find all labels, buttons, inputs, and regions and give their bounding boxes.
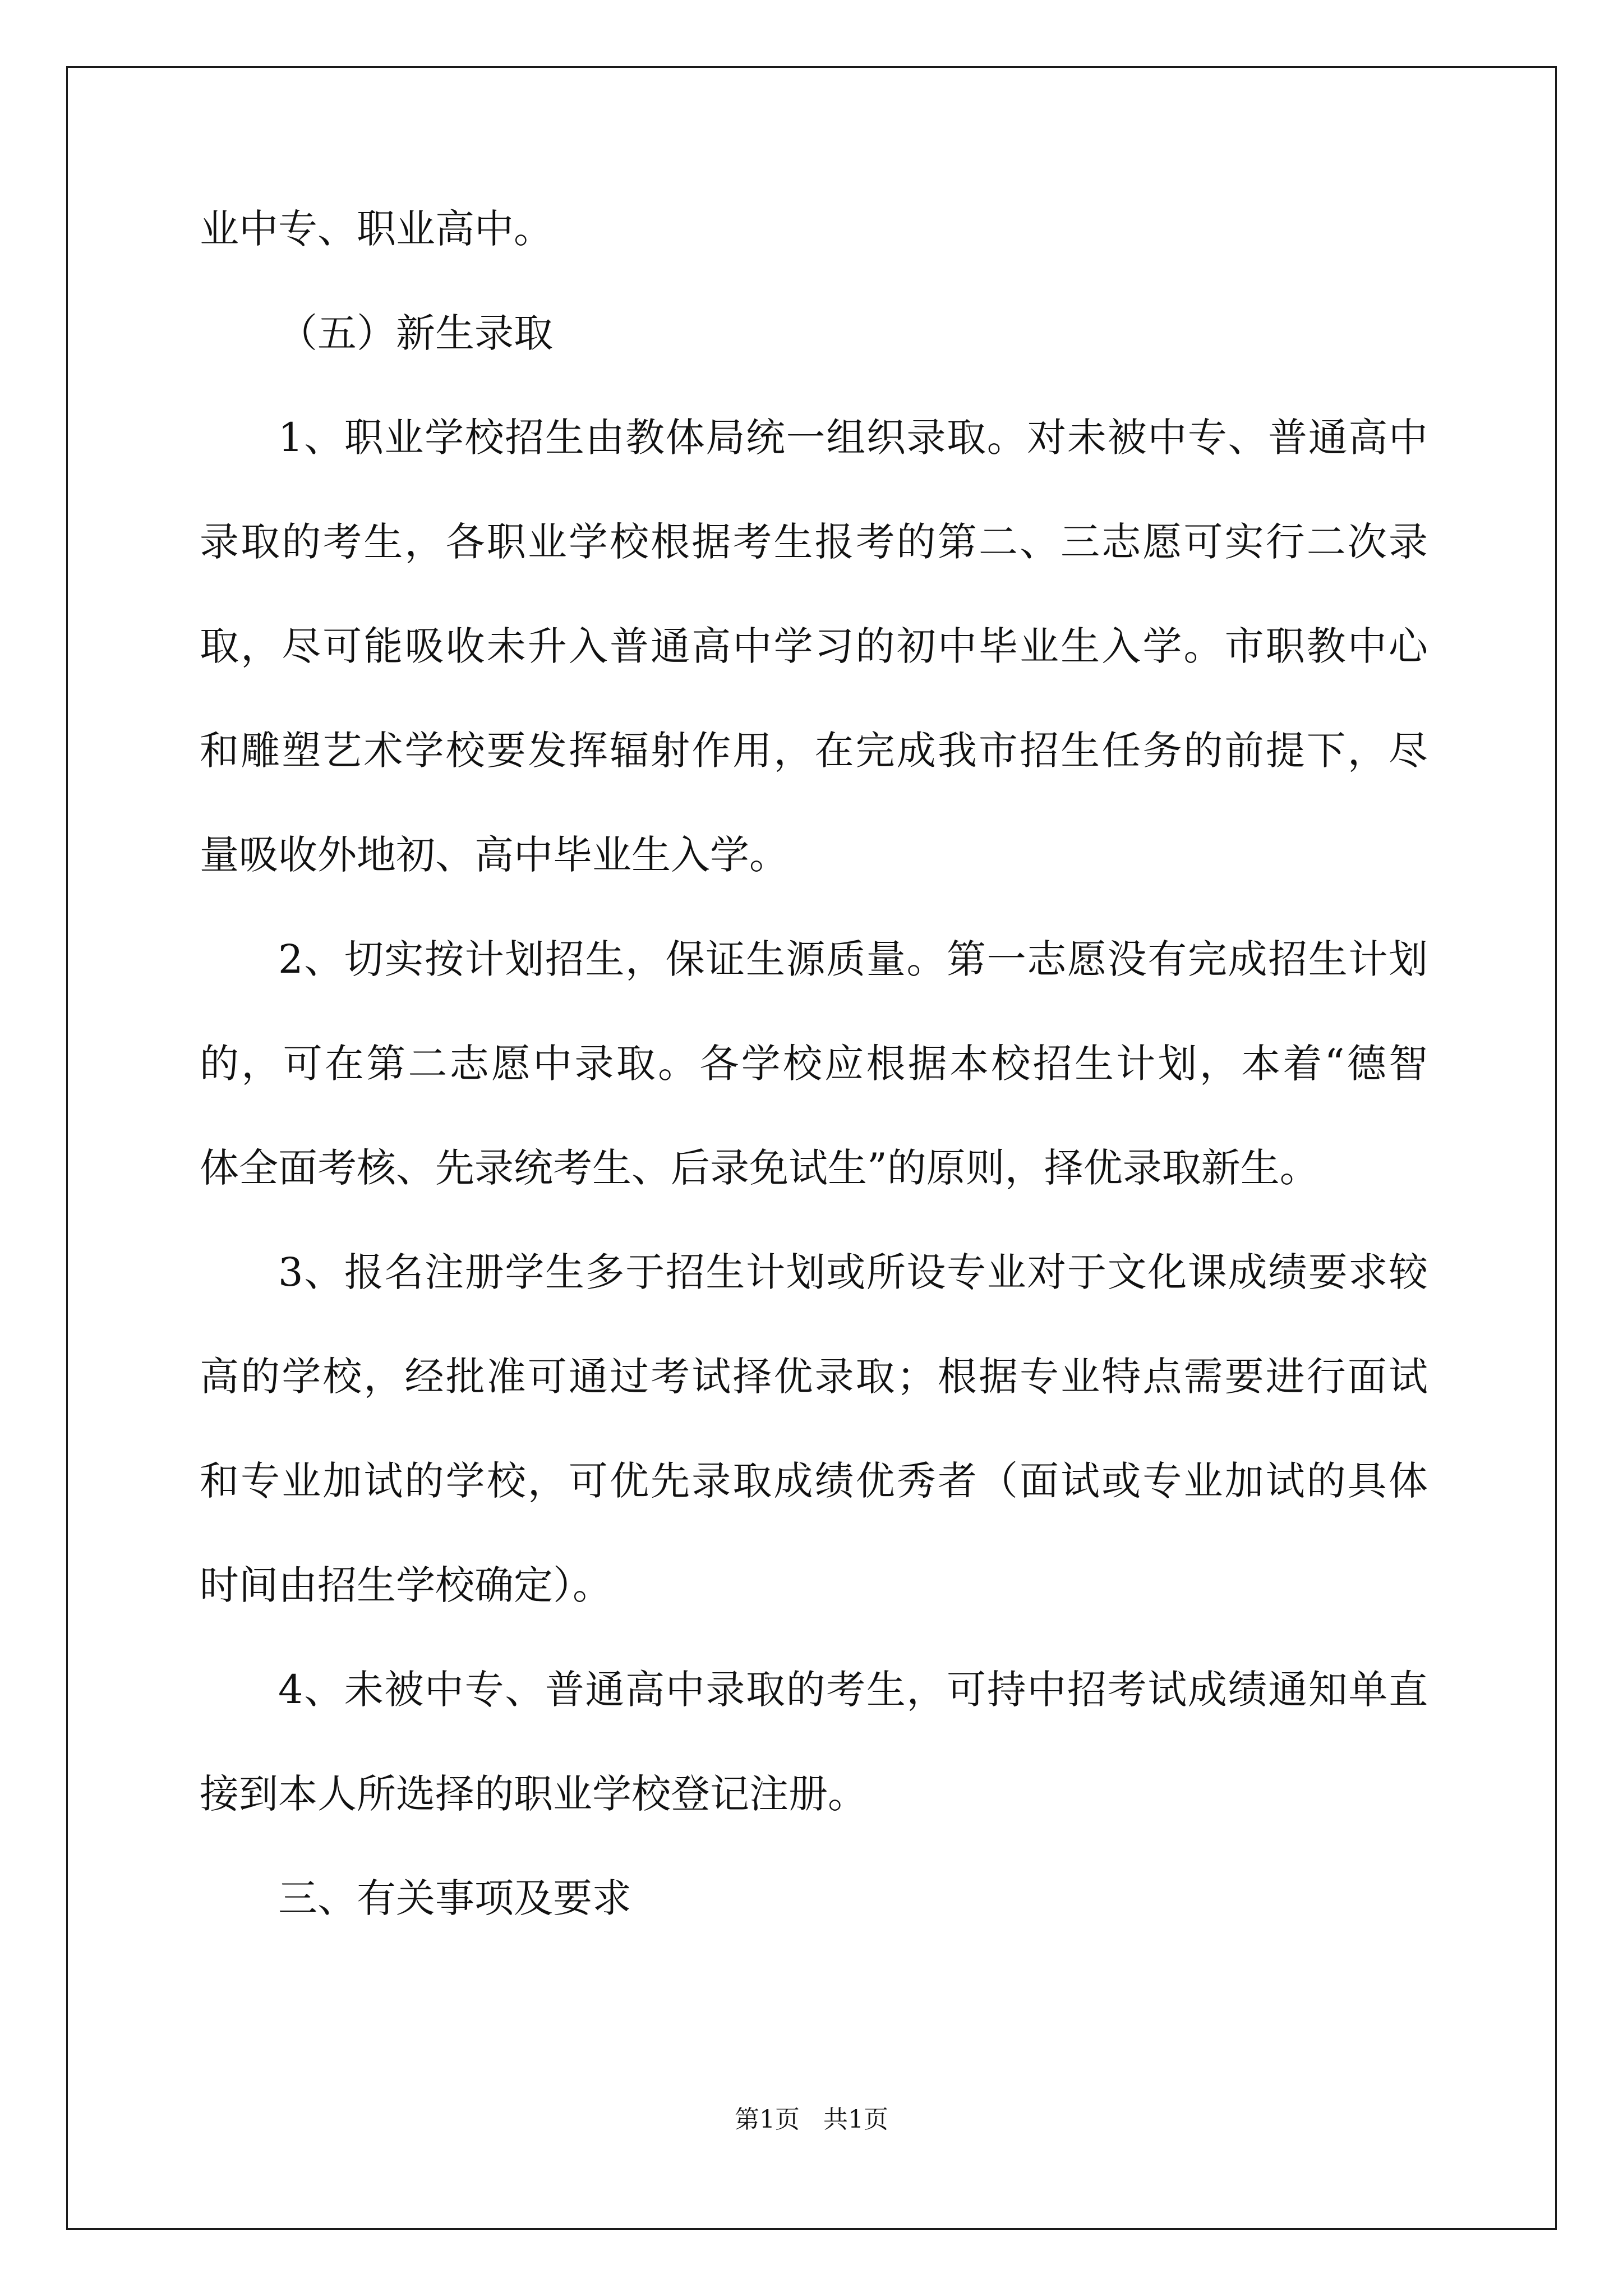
- section-heading: （五）新生录取: [278, 310, 553, 356]
- text-line: 时间由招生学校确定）。: [200, 1562, 612, 1608]
- text-line: 录取的考生，各职业学校根据考生报考的第二、三志愿可实行二次录: [200, 519, 1428, 565]
- section-heading: 三、有关事项及要求: [278, 1875, 631, 1921]
- text-line: 和专业加试的学校，可优先录取成绩优秀者（面试或专业加试的具体: [200, 1458, 1428, 1504]
- text-line: 和雕塑艺术学校要发挥辐射作用，在完成我市招生任务的前提下，尽: [200, 728, 1428, 774]
- text-line: 4、未被中专、普通高中录取的考生，可持中招考试成绩通知单直: [278, 1667, 1428, 1713]
- text-line: 3、报名注册学生多于招生计划或所设专业对于文化课成绩要求较: [278, 1249, 1428, 1295]
- text-line: 业中专、职业高中。: [200, 206, 553, 252]
- text-line: 高的学校，经批准可通过考试择优录取；根据专业特点需要进行面试: [200, 1354, 1428, 1400]
- page-footer: [0, 2099, 1623, 2135]
- text-line: 体全面考核、先录统考生、后录免试生”的原则，择优录取新生。: [200, 1145, 1319, 1191]
- text-line: 量吸收外地初、高中毕业生入学。: [200, 832, 789, 878]
- document-body: [200, 203, 1428, 1977]
- text-line: 的，可在第二志愿中录取。各学校应根据本校招生计划，本着“德智: [200, 1041, 1428, 1087]
- text-line: 2、切实按计划招生，保证生源质量。第一志愿没有完成招生计划: [278, 936, 1428, 982]
- page-total: 共1页: [823, 2105, 888, 2134]
- text-line: 1、职业学校招生由教体局统一组织录取。对未被中专、普通高中: [278, 415, 1428, 461]
- text-line: 取，尽可能吸收未升入普通高中学习的初中毕业生入学。市职教中心: [200, 623, 1428, 669]
- page-number: 第1页: [735, 2105, 800, 2134]
- text-line: 接到本人所选择的职业学校登记注册。: [200, 1771, 867, 1817]
